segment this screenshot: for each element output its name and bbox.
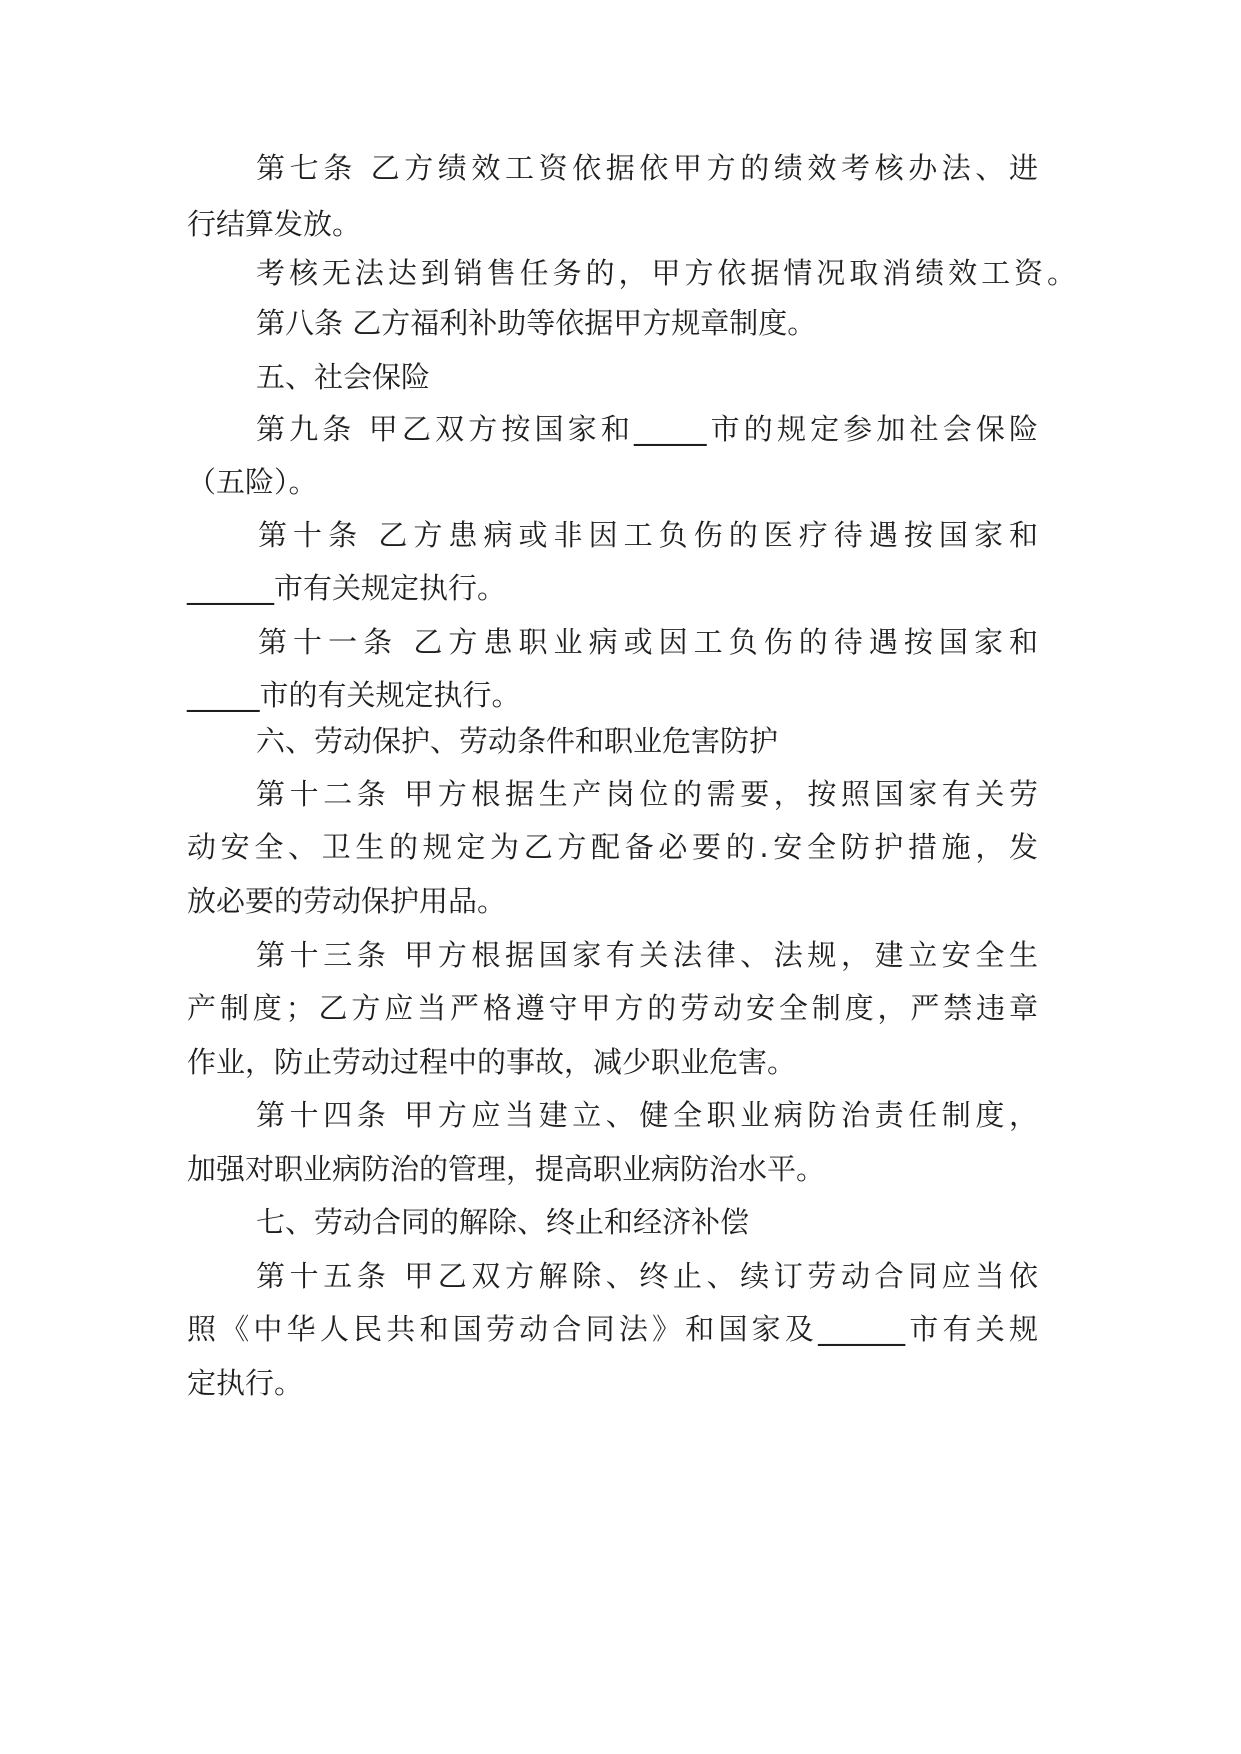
section-7-heading: 七、劳动合同的解除、终止和经济补偿 — [256, 1205, 750, 1239]
article-7-line-2: 行结算发放。 — [187, 207, 362, 241]
article-11-line-2: _____市的有关规定执行。 — [187, 678, 521, 712]
article-13-line-2: 产制度；乙方应当严格遵守甲方的劳动安全制度，严禁违章 — [187, 991, 1038, 1025]
assessment-paragraph: 考核无法达到销售任务的，甲方依据情况取消绩效工资。 — [256, 256, 1076, 290]
article-15-line-1: 第十五条 甲乙双方解除、终止、续订劳动合同应当依 — [256, 1259, 1038, 1293]
section-5-heading: 五、社会保险 — [256, 360, 431, 394]
article-13-line-1: 第十三条 甲方根据国家有关法律、法规，建立安全生 — [256, 938, 1038, 972]
article-14-line-2: 加强对职业病防治的管理，提高职业病防治水平。 — [187, 1152, 826, 1186]
article-12-line-3: 放必要的劳动保护用品。 — [187, 884, 507, 918]
article-7-line-1: 第七条 乙方绩效工资依据依甲方的绩效考核办法、进 — [256, 151, 1038, 185]
article-11-line-1: 第十一条 乙方患职业病或因工负伤的待遇按国家和 — [258, 625, 1038, 659]
article-9-line-1: 第九条 甲乙双方按国家和_____市的规定参加社会保险 — [256, 412, 1038, 446]
article-15-line-2: 照《中华人民共和国劳动合同法》和国家及______市有关规 — [187, 1312, 1038, 1346]
article-15-line-3: 定执行。 — [187, 1366, 304, 1400]
article-12-line-2: 动安全、卫生的规定为乙方配备必要的.安全防护措施，发 — [187, 830, 1038, 864]
article-13-line-3: 作业，防止劳动过程中的事故，减少职业危害。 — [187, 1045, 797, 1079]
article-12-line-1: 第十二条 甲方根据生产岗位的需要，按照国家有关劳 — [256, 777, 1038, 811]
article-8: 第八条 乙方福利补助等依据甲方规章制度。 — [256, 306, 817, 340]
section-6-heading: 六、劳动保护、劳动条件和职业危害防护 — [256, 724, 779, 758]
article-14-line-1: 第十四条 甲方应当建立、健全职业病防治责任制度， — [256, 1098, 1038, 1132]
article-9-line-2: （五险）。 — [187, 465, 318, 499]
article-10-line-1: 第十条 乙方患病或非因工负伤的医疗待遇按国家和 — [258, 518, 1038, 552]
article-10-line-2: ______市有关规定执行。 — [187, 571, 507, 605]
